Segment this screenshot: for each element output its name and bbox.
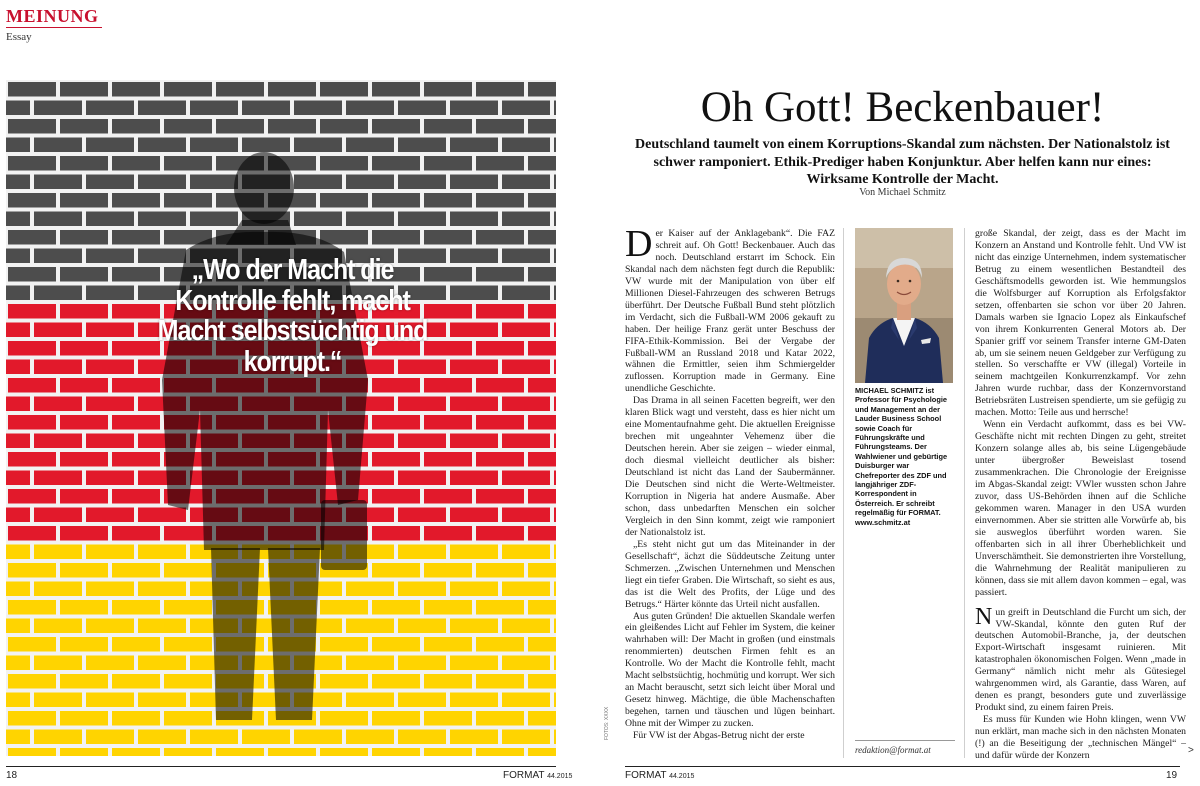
paragraph: Wenn ein Verdacht aufkommt, dass es bei VW-Geschäfte nicht mit rechten Dingen zu geht, streitet Konzern solange alles ab, bis seine Lügengebäude unter übergroßer Beweislast tosend zusammenkrachen. Die Chronologie der Ereignisse im Abgas-Skandal zeigt: VWler wussten schon Jahre zuvor, dass US-Behörden ihnen auf die Schliche gekommen waren. Manager in den USA wurden einvernommen. Aber sie stritten alle Vorwürfe ab, bis sie ausweglos überführt worden waren. Sie offenbarten sich in all ihrer Überheblichkeit und Unverschämtheit. Sie demonstrierten ihre Vorstellung, die Wahrnehmung der Realität manipulieren zu können, dass sie mit allem davon kommen – egal, was passiert. — [975, 419, 1186, 598]
footer-rule-left — [6, 766, 556, 767]
paragraph: Das Drama in all seinen Facetten begreift, wer den klaren Blick wagt und versteht, dass es hier nicht um eine Momentaufnahme geht. Die aktuellen Ereignisse brechen mit ungeahnter Vehemenz über die Deutschen herein. Aber sie zeigen – wieder einmal, doch diesmal vielleicht deutlicher als bisher: Deutschland ist nicht das Land der Saubermänner. Die Deutschen sind nicht die Werte-Weltmeister. Korruption in Nigeria hat andere Ausmaße. Aber schon, dass unbedarften Menschen ein solcher Vergleich in den Sinn kommt, zeigt wie ramponiert der Nationalstolz ist. — [625, 395, 835, 538]
article-byline: Von Michael Schmitz — [859, 187, 946, 198]
footer-issue-left: 44.2015 — [547, 773, 573, 780]
photo-credit: FOTOS: XXXX — [604, 706, 610, 740]
author-photo — [855, 228, 953, 383]
paragraph: Es muss für Kunden wie Hohn klingen, wenn VW nun erklärt, man mache sich in den nächsten Monaten (!) an die Beseitigung der „technischen Mängel“ – und dafür würde der Konzern — [975, 714, 1186, 761]
section-break — [975, 599, 1186, 607]
paragraph: große Skandal, der zeigt, dass es der Macht im Konzern an Anstand und Kontrolle fehlt. Und VW ist nicht das einzige Unternehmen, indem systematischer Betrug zu einem wesentlichen Bestandteil des Geschäftsmodells geworden ist. Wie hemmungslos die Wolfsburger auf Korruption als Erfolgsfaktor setzen, offenbarten sie schon vor über 20 Jahren. Damals warben sie Ignacio Lopez als Einkaufschef von ihrem Konkurrenten General Motors ab. Der Spanier griff vor seinem Transfer interne GM-Daten ab, um sie seinem neuen Geldgeber zur Verfügung zu stellen. So verschaffte er VW (illegal) Vorteile in seinem machtgeilen Konkurrenzkampf. Vor zehn Jahren wurde ruchbar, dass der Konzernvorstand Betriebsräten Lustreisen spendierte, um sie gefügig zu machen. Motto: Teile aus und herrsche! — [975, 228, 1186, 419]
author-bio — [855, 386, 955, 527]
footer-magazine-right — [625, 770, 694, 781]
pull-quote: „Wo der Macht die Kontrolle fehlt, macht Macht selbstsüchtig und korrupt.“ — [157, 254, 428, 378]
drop-cap: N — [975, 603, 993, 630]
editorial-email-link[interactable]: redaktion@format.at — [855, 745, 931, 755]
section-label: MEINUNG — [6, 6, 99, 26]
article-column-3 — [975, 228, 1186, 762]
section-rule — [6, 27, 102, 28]
author-portrait — [855, 228, 953, 383]
page-number-right: 19 — [1166, 770, 1178, 781]
paragraph: Für VW ist der Abgas-Betrug nicht der erste — [633, 730, 805, 742]
paragraph: „Es steht nicht gut um das Miteinander in der Gesellschaft“, ächzt die Süddeutsche Zeitung unter Schmerzen. „Zwischen Unternehmen und Menschen liegt ein tiefer Graben. Die Wirtschaft, so sieht es aus, das ist die Welt des Profits, der Lüge und des Betrugs.“ Härter könnte das Urteil nicht ausfallen. — [625, 538, 835, 610]
paragraph — [625, 223, 835, 395]
footer-issue-right: 44.2015 — [669, 773, 695, 780]
page-number-left: 18 — [6, 770, 18, 781]
paragraph-text: er Kaiser auf der Anklagebank“. Die FAZ schreit auf. Oh Gott! Beckenbauer. Auch das noch. Deutschland erstarrt im Schock. Ein Skandal nach dem nächsten fegt durch die Republik: VW wurde mit der Manipulation von über elf Millionen Diesel-Fahrzeugen des schweren Betrugs überführt. Der Deutsche Fußball Bund steht plötzlich im Verdacht, sich die Fußball-WM 2006 gekauft zu haben. Der heilige Franz gerät unter Beschuss der FIFA-Ethik-Kommission. Bei der Vergabe der Fußball-WM an Russland 2018 und Katar 2022, wähnen die Ermittler, seien ihm Schmiergelder zuflossen. Korruption made in Germany. Eine unendliche Geschichte. — [625, 228, 835, 395]
next-page-arrow-icon[interactable]: > — [1188, 745, 1194, 756]
column-divider — [843, 228, 844, 758]
paragraph-text: un greift in Deutschland die Furcht um sich, der VW-Skandal, könnte den guten Ruf der deutschen Automobil-Branche, ja, der deutschen Export-Wirtschaft insgesamt ruinieren. Mit katastrophalen ökonomischen Folgen. Wenn „made in Germany“ nämlich nicht mehr als Gütesiegel wahrgenommen wird, als Garantie, dass Waren, auf denen es prangt, besonders gute und zuverlässige Produkt sind, zu einem fairen Preis. — [975, 606, 1186, 714]
article-headline: Oh Gott! Beckenbauer! — [700, 84, 1105, 131]
footer-mag-name-left: FORMAT — [503, 770, 545, 781]
paragraph: Aus guten Gründen! Die aktuellen Skandale werfen ein gleißendes Licht auf Fehler im System, die keiner wahrhaben will: Der Macht in großen (und einstmals renommierten) deutschen Firmen fehlt es an Kontrolle. Wo der Macht die Kontrolle fehlt, macht Macht selbstsüchtig, hochmütig und korrupt. Wer sich an Macht berauscht, setzt sich leicht über Moral und Gesetz hinweg. Mächtige, die üble Machenschaften begehen, tarnen und täuschen und lügen beinhart. Ohne mit der Wimper zu zucken. — [625, 610, 835, 730]
email-rule — [855, 740, 955, 741]
footer-mag-name-right: FORMAT — [625, 770, 667, 781]
drop-cap: D — [625, 223, 653, 265]
footer-rule-right — [625, 766, 1180, 767]
author-bio-text: ist Professor für Psychologie und Management an der Lauder Business School sowie Coach für Führungskräfte und Führungsteams. Der Wahlwiener und gebürtige Duisburger war Chefreporter des ZDF und langjähriger ZDF-Korrespondent in Österreich. Er schreibt regelmäßig für FORMAT. www.schmitz.at — [855, 386, 948, 527]
author-name: MICHAEL SCHMITZ — [855, 386, 924, 395]
article-deck: Deutschland taumelt von einem Korruptions-Skandal zum nächsten. Der Nationalstolz ist schwer ramponiert. Ethik-Prediger haben Konjunktur. Aber helfen kann nur eines: Wirksame Kontrolle der Macht. — [635, 137, 1170, 187]
brick-wall-illustration — [6, 80, 556, 756]
section-subtitle: Essay — [6, 31, 32, 43]
paragraph — [975, 603, 1186, 715]
column-divider — [964, 228, 965, 758]
article-column-1 — [625, 223, 835, 742]
brick-wall-photo — [6, 80, 556, 756]
footer-magazine-left — [503, 770, 572, 781]
